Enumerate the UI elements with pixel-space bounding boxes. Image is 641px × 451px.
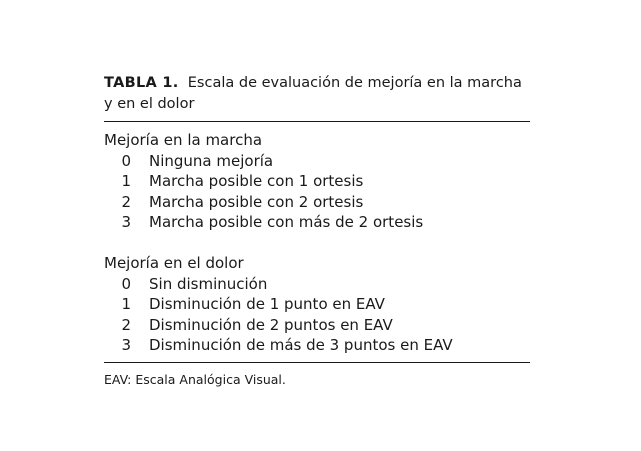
row-text: Disminución de 1 punto en EAV	[149, 295, 385, 313]
section-gait	[104, 130, 530, 233]
row-code: 3	[121, 213, 131, 231]
row-code: 2	[121, 315, 131, 334]
evaluation-scale-table	[104, 73, 530, 389]
row-code: 1	[121, 172, 131, 190]
row-code: 3	[121, 336, 131, 354]
row-text: Marcha posible con más de 2 ortesis	[149, 213, 424, 231]
section-spacer	[104, 233, 530, 254]
table-caption-label: TABLA 1.	[104, 75, 179, 91]
table-caption	[104, 73, 530, 121]
table-row	[104, 171, 530, 192]
row-code: 0	[121, 151, 131, 170]
row-code: 0	[121, 274, 131, 293]
table-caption-text-line1: Escala de evaluación de mejoría en la marcha	[187, 75, 522, 91]
row-code: 2	[121, 192, 131, 211]
row-text: Ninguna mejoría	[149, 151, 274, 170]
row-code: 1	[121, 295, 131, 313]
row-text: Disminución de más de 3 puntos en EAV	[149, 336, 453, 354]
table-caption-text-line2: y en el dolor	[104, 96, 195, 112]
row-text: Sin disminución	[149, 274, 268, 293]
table-row	[104, 315, 530, 336]
row-text: Disminución de 2 puntos en EAV	[149, 315, 393, 334]
section-title-gait: Mejoría en la marcha	[104, 131, 263, 149]
table-row	[104, 192, 530, 213]
table-row	[104, 294, 530, 315]
section-pain	[104, 253, 530, 356]
table-row	[104, 335, 530, 356]
section-title-pain: Mejoría en el dolor	[104, 254, 244, 272]
table-row	[104, 274, 530, 295]
table-row	[104, 151, 530, 172]
row-text: Marcha posible con 2 ortesis	[149, 192, 364, 211]
row-text: Marcha posible con 1 ortesis	[149, 172, 364, 190]
table-footnote: EAV: Escala Analógica Visual.	[104, 371, 286, 387]
table-row	[104, 212, 530, 233]
table-body	[104, 122, 530, 362]
